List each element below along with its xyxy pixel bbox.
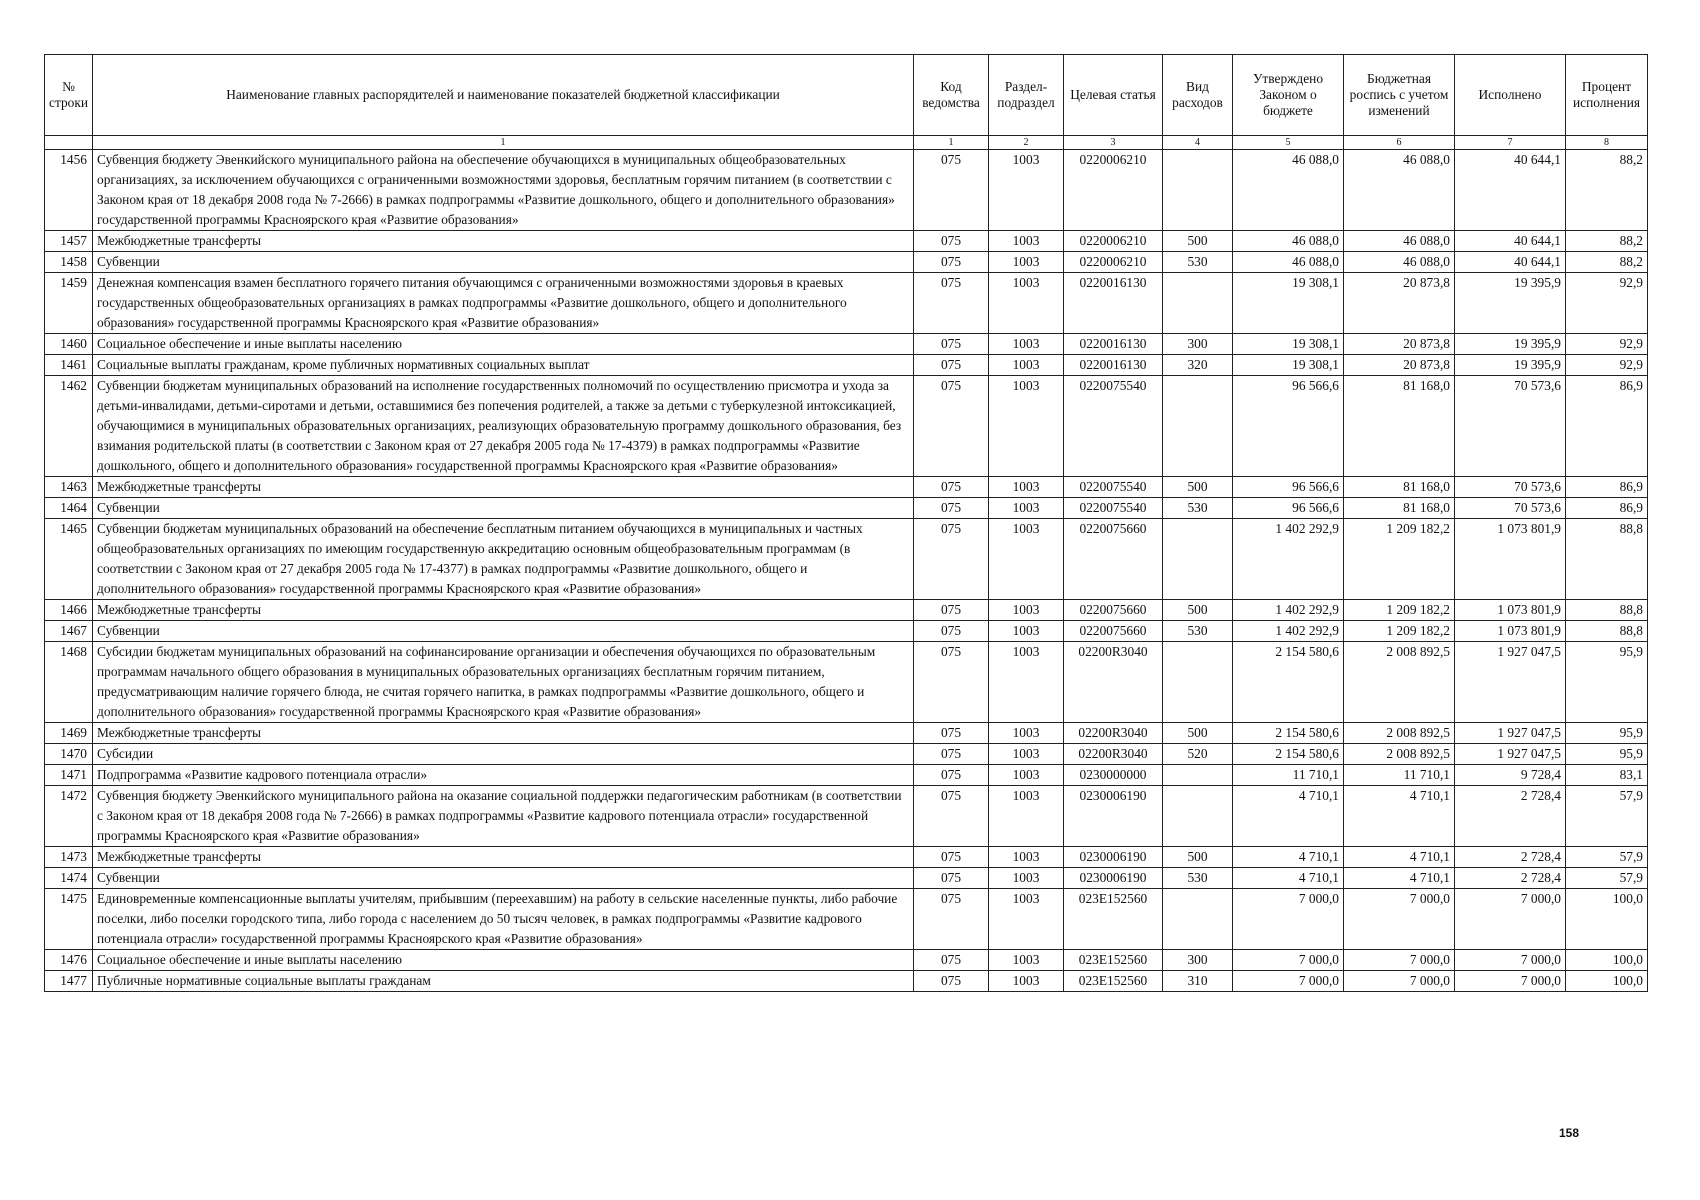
row-section: 1003 (989, 868, 1064, 889)
row-percent: 57,9 (1566, 847, 1648, 868)
row-dept-code: 075 (914, 642, 989, 723)
row-exp-type: 530 (1163, 868, 1233, 889)
row-number: 1474 (45, 868, 93, 889)
row-executed: 19 395,9 (1455, 334, 1566, 355)
row-budget: 46 088,0 (1344, 231, 1455, 252)
row-approved: 7 000,0 (1233, 889, 1344, 950)
row-executed: 40 644,1 (1455, 252, 1566, 273)
row-percent: 57,9 (1566, 786, 1648, 847)
table-row (45, 642, 1648, 723)
column-number: 6 (1344, 136, 1455, 150)
row-number: 1469 (45, 723, 93, 744)
row-exp-type (1163, 376, 1233, 477)
row-exp-type (1163, 889, 1233, 950)
row-exp-type: 300 (1163, 334, 1233, 355)
row-budget: 4 710,1 (1344, 847, 1455, 868)
table-row (45, 150, 1648, 231)
header-row (45, 55, 1648, 136)
table-row (45, 519, 1648, 600)
row-name: Субсидии бюджетам муниципальных образований на софинансирование организации и обеспечения обучающихся по образовательным программам начального общего образования в муниципальных образовательных организациях бесплатным горячим питанием, предусматривающим наличие горячего блюда, не считая горячего напитка, в рамках подпрограммы «Развитие дошкольного, общего и дополнительного образования» государственной программы Красноярского края «Развитие образования» (93, 642, 914, 723)
row-number: 1473 (45, 847, 93, 868)
table-row (45, 744, 1648, 765)
row-budget: 81 168,0 (1344, 477, 1455, 498)
row-number: 1475 (45, 889, 93, 950)
row-executed: 7 000,0 (1455, 971, 1566, 992)
row-approved: 4 710,1 (1233, 847, 1344, 868)
row-name: Субвенции бюджетам муниципальных образований на обеспечение бесплатным питанием обучающихся в муниципальных и частных общеобразовательных организациях по имеющим государственную аккредитацию основным общеобразовательным программам (в соответствии с Законом края от 27 декабря 2005 года № 17-4377) в рамках подпрограммы «Развитие дошкольного, общего и дополнительного образования» государственной программы Красноярского края «Развитие образования» (93, 519, 914, 600)
header-executed: Исполнено (1455, 55, 1566, 136)
row-target: 0220016130 (1064, 334, 1163, 355)
row-budget: 20 873,8 (1344, 334, 1455, 355)
column-number: 1 (914, 136, 989, 150)
row-percent: 95,9 (1566, 642, 1648, 723)
row-budget: 7 000,0 (1344, 950, 1455, 971)
row-number: 1459 (45, 273, 93, 334)
row-executed: 19 395,9 (1455, 355, 1566, 376)
row-target: 0220016130 (1064, 273, 1163, 334)
row-percent: 88,2 (1566, 150, 1648, 231)
row-exp-type: 300 (1163, 950, 1233, 971)
row-name: Социальное обеспечение и иные выплаты населению (93, 334, 914, 355)
row-name: Межбюджетные трансферты (93, 231, 914, 252)
column-number (45, 136, 93, 150)
row-budget: 4 710,1 (1344, 868, 1455, 889)
column-number: 3 (1064, 136, 1163, 150)
header-percent: Процент исполнения (1566, 55, 1648, 136)
row-dept-code: 075 (914, 971, 989, 992)
row-budget: 1 209 182,2 (1344, 519, 1455, 600)
row-approved: 1 402 292,9 (1233, 519, 1344, 600)
row-number: 1465 (45, 519, 93, 600)
row-name: Субвенции (93, 621, 914, 642)
row-target: 0220075660 (1064, 600, 1163, 621)
column-number: 8 (1566, 136, 1648, 150)
row-dept-code: 075 (914, 334, 989, 355)
table-row (45, 723, 1648, 744)
row-approved: 2 154 580,6 (1233, 642, 1344, 723)
row-percent: 88,8 (1566, 519, 1648, 600)
row-executed: 70 573,6 (1455, 477, 1566, 498)
row-target: 0220075660 (1064, 519, 1163, 600)
row-dept-code: 075 (914, 600, 989, 621)
row-percent: 88,2 (1566, 252, 1648, 273)
row-percent: 95,9 (1566, 723, 1648, 744)
row-approved: 19 308,1 (1233, 355, 1344, 376)
row-budget: 7 000,0 (1344, 971, 1455, 992)
table-row (45, 252, 1648, 273)
row-budget: 46 088,0 (1344, 150, 1455, 231)
row-percent: 88,8 (1566, 621, 1648, 642)
row-number: 1471 (45, 765, 93, 786)
row-percent: 100,0 (1566, 950, 1648, 971)
row-number: 1476 (45, 950, 93, 971)
row-approved: 11 710,1 (1233, 765, 1344, 786)
row-exp-type (1163, 765, 1233, 786)
header-section: Раздел-подраздел (989, 55, 1064, 136)
table-row (45, 765, 1648, 786)
row-section: 1003 (989, 950, 1064, 971)
row-exp-type (1163, 786, 1233, 847)
row-section: 1003 (989, 642, 1064, 723)
row-number: 1460 (45, 334, 93, 355)
row-dept-code: 075 (914, 252, 989, 273)
row-executed: 1 073 801,9 (1455, 621, 1566, 642)
row-exp-type: 530 (1163, 621, 1233, 642)
row-section: 1003 (989, 889, 1064, 950)
row-name: Субвенция бюджету Эвенкийского муниципального района на обеспечение обучающихся в муниципальных общеобразовательных организациях, за исключением обучающихся с ограниченными возможностями здоровья, бесплатным горячим питанием (в соответствии с Законом края от 18 декабря 2008 года № 7-2666) в рамках подпрограммы «Развитие дошкольного, общего и дополнительного образования» государственной программы Красноярского края «Развитие образования» (93, 150, 914, 231)
table-row (45, 355, 1648, 376)
row-target: 02200R3040 (1064, 744, 1163, 765)
row-approved: 1 402 292,9 (1233, 621, 1344, 642)
row-section: 1003 (989, 519, 1064, 600)
table-row (45, 477, 1648, 498)
row-name: Межбюджетные трансферты (93, 847, 914, 868)
row-percent: 88,8 (1566, 600, 1648, 621)
row-budget: 2 008 892,5 (1344, 642, 1455, 723)
column-number-row (45, 136, 1648, 150)
row-target: 0230006190 (1064, 868, 1163, 889)
row-approved: 2 154 580,6 (1233, 744, 1344, 765)
row-target: 023E152560 (1064, 950, 1163, 971)
row-name: Субсидии (93, 744, 914, 765)
row-percent: 88,2 (1566, 231, 1648, 252)
row-exp-type: 530 (1163, 498, 1233, 519)
row-section: 1003 (989, 600, 1064, 621)
row-target: 0220006210 (1064, 150, 1163, 231)
row-exp-type (1163, 273, 1233, 334)
column-number: 7 (1455, 136, 1566, 150)
row-target: 0220075540 (1064, 477, 1163, 498)
row-name: Межбюджетные трансферты (93, 723, 914, 744)
column-number: 4 (1163, 136, 1233, 150)
row-exp-type: 310 (1163, 971, 1233, 992)
row-percent: 86,9 (1566, 498, 1648, 519)
page-number: 158 (1559, 1126, 1580, 1140)
row-number: 1458 (45, 252, 93, 273)
row-approved: 19 308,1 (1233, 334, 1344, 355)
row-executed: 70 573,6 (1455, 376, 1566, 477)
row-percent: 83,1 (1566, 765, 1648, 786)
row-number: 1467 (45, 621, 93, 642)
row-approved: 96 566,6 (1233, 477, 1344, 498)
row-dept-code: 075 (914, 744, 989, 765)
row-percent: 100,0 (1566, 889, 1648, 950)
row-executed: 2 728,4 (1455, 847, 1566, 868)
row-approved: 96 566,6 (1233, 376, 1344, 477)
row-dept-code: 075 (914, 889, 989, 950)
table-row (45, 786, 1648, 847)
row-executed: 40 644,1 (1455, 150, 1566, 231)
row-section: 1003 (989, 355, 1064, 376)
row-approved: 4 710,1 (1233, 786, 1344, 847)
row-section: 1003 (989, 231, 1064, 252)
row-name: Субвенции бюджетам муниципальных образований на исполнение государственных полномочий по осуществлению присмотра и ухода за детьми-инвалидами, детьми-сиротами и детьми, оставшимися без попечения родителей, а также за детьми с туберкулезной интоксикацией, обучающимися в муниципальных образовательных организациях, реализующих образовательную программу дошкольного образования, без взимания родительской платы (в соответствии с Законом края от 27 декабря 2005 года № 17-4379) в рамках подпрограммы «Развитие дошкольного, общего и дополнительного образования» государственной программы Красноярского края «Развитие образования» (93, 376, 914, 477)
row-percent: 92,9 (1566, 334, 1648, 355)
row-percent: 95,9 (1566, 744, 1648, 765)
row-approved: 46 088,0 (1233, 231, 1344, 252)
row-target: 0220075660 (1064, 621, 1163, 642)
row-approved: 19 308,1 (1233, 273, 1344, 334)
row-executed: 7 000,0 (1455, 889, 1566, 950)
row-number: 1462 (45, 376, 93, 477)
row-executed: 7 000,0 (1455, 950, 1566, 971)
table-row (45, 847, 1648, 868)
table-row (45, 971, 1648, 992)
row-dept-code: 075 (914, 786, 989, 847)
header-target: Целевая статья (1064, 55, 1163, 136)
row-name: Социальное обеспечение и иные выплаты населению (93, 950, 914, 971)
row-percent: 100,0 (1566, 971, 1648, 992)
table-row (45, 376, 1648, 477)
row-section: 1003 (989, 150, 1064, 231)
column-number: 5 (1233, 136, 1344, 150)
table-row (45, 273, 1648, 334)
row-target: 023E152560 (1064, 971, 1163, 992)
row-executed: 9 728,4 (1455, 765, 1566, 786)
row-percent: 86,9 (1566, 477, 1648, 498)
row-name: Межбюджетные трансферты (93, 477, 914, 498)
header-name: Наименование главных распорядителей и наименование показателей бюджетной классификации (93, 55, 914, 136)
row-name: Межбюджетные трансферты (93, 600, 914, 621)
row-budget: 1 209 182,2 (1344, 621, 1455, 642)
row-section: 1003 (989, 273, 1064, 334)
row-target: 0230006190 (1064, 786, 1163, 847)
row-exp-type: 530 (1163, 252, 1233, 273)
row-budget: 81 168,0 (1344, 498, 1455, 519)
row-percent: 92,9 (1566, 355, 1648, 376)
row-dept-code: 075 (914, 376, 989, 477)
table-row (45, 950, 1648, 971)
row-approved: 46 088,0 (1233, 252, 1344, 273)
row-exp-type: 500 (1163, 231, 1233, 252)
row-approved: 1 402 292,9 (1233, 600, 1344, 621)
row-section: 1003 (989, 498, 1064, 519)
row-budget: 11 710,1 (1344, 765, 1455, 786)
row-exp-type (1163, 642, 1233, 723)
header-exp-type: Вид расходов (1163, 55, 1233, 136)
row-number: 1468 (45, 642, 93, 723)
row-executed: 1 073 801,9 (1455, 519, 1566, 600)
column-number: 2 (989, 136, 1064, 150)
row-target: 023E152560 (1064, 889, 1163, 950)
budget-report-sheet (44, 54, 1647, 992)
row-target: 02200R3040 (1064, 723, 1163, 744)
row-budget: 81 168,0 (1344, 376, 1455, 477)
row-target: 02200R3040 (1064, 642, 1163, 723)
row-dept-code: 075 (914, 355, 989, 376)
row-section: 1003 (989, 376, 1064, 477)
row-number: 1456 (45, 150, 93, 231)
row-executed: 1 927 047,5 (1455, 723, 1566, 744)
row-dept-code: 075 (914, 723, 989, 744)
row-target: 0220006210 (1064, 252, 1163, 273)
table-row (45, 889, 1648, 950)
table-row (45, 231, 1648, 252)
row-budget: 2 008 892,5 (1344, 723, 1455, 744)
row-number: 1457 (45, 231, 93, 252)
row-dept-code: 075 (914, 868, 989, 889)
row-percent: 86,9 (1566, 376, 1648, 477)
row-approved: 96 566,6 (1233, 498, 1344, 519)
row-number: 1461 (45, 355, 93, 376)
row-executed: 70 573,6 (1455, 498, 1566, 519)
table-body (45, 150, 1648, 992)
column-number: 1 (93, 136, 914, 150)
row-budget: 1 209 182,2 (1344, 600, 1455, 621)
row-name: Субвенции (93, 498, 914, 519)
row-number: 1464 (45, 498, 93, 519)
row-approved: 7 000,0 (1233, 950, 1344, 971)
row-section: 1003 (989, 477, 1064, 498)
row-budget: 20 873,8 (1344, 273, 1455, 334)
row-name: Социальные выплаты гражданам, кроме публичных нормативных социальных выплат (93, 355, 914, 376)
row-dept-code: 075 (914, 847, 989, 868)
row-exp-type: 500 (1163, 477, 1233, 498)
row-section: 1003 (989, 765, 1064, 786)
table-row (45, 621, 1648, 642)
row-number: 1477 (45, 971, 93, 992)
row-executed: 2 728,4 (1455, 868, 1566, 889)
row-budget: 7 000,0 (1344, 889, 1455, 950)
row-executed: 2 728,4 (1455, 786, 1566, 847)
row-section: 1003 (989, 744, 1064, 765)
row-section: 1003 (989, 252, 1064, 273)
table-row (45, 868, 1648, 889)
row-approved: 7 000,0 (1233, 971, 1344, 992)
row-section: 1003 (989, 723, 1064, 744)
header-row-no: № строки (45, 55, 93, 136)
row-section: 1003 (989, 847, 1064, 868)
budget-table (44, 54, 1648, 992)
header-budget-list: Бюджетная роспись с учетом изменений (1344, 55, 1455, 136)
table-row (45, 334, 1648, 355)
row-section: 1003 (989, 971, 1064, 992)
row-name: Субвенции (93, 868, 914, 889)
row-target: 0220075540 (1064, 376, 1163, 477)
row-exp-type (1163, 150, 1233, 231)
row-target: 0230000000 (1064, 765, 1163, 786)
row-target: 0220075540 (1064, 498, 1163, 519)
row-executed: 19 395,9 (1455, 273, 1566, 334)
row-exp-type: 500 (1163, 847, 1233, 868)
row-section: 1003 (989, 334, 1064, 355)
row-executed: 1 927 047,5 (1455, 744, 1566, 765)
row-exp-type (1163, 519, 1233, 600)
row-dept-code: 075 (914, 231, 989, 252)
row-approved: 46 088,0 (1233, 150, 1344, 231)
row-number: 1463 (45, 477, 93, 498)
row-dept-code: 075 (914, 765, 989, 786)
row-approved: 4 710,1 (1233, 868, 1344, 889)
row-budget: 20 873,8 (1344, 355, 1455, 376)
row-name: Субвенции (93, 252, 914, 273)
row-executed: 40 644,1 (1455, 231, 1566, 252)
header-approved: Утверждено Законом о бюджете (1233, 55, 1344, 136)
row-percent: 92,9 (1566, 273, 1648, 334)
row-section: 1003 (989, 621, 1064, 642)
table-row (45, 498, 1648, 519)
row-exp-type: 500 (1163, 723, 1233, 744)
row-budget: 46 088,0 (1344, 252, 1455, 273)
row-budget: 4 710,1 (1344, 786, 1455, 847)
table-row (45, 600, 1648, 621)
row-executed: 1 073 801,9 (1455, 600, 1566, 621)
row-approved: 2 154 580,6 (1233, 723, 1344, 744)
row-dept-code: 075 (914, 273, 989, 334)
row-name: Денежная компенсация взамен бесплатного горячего питания обучающимся с ограниченными возможностями здоровья в краевых государственных общеобразовательных организациях в рамках подпрограммы «Развитие дошкольного, общего и дополнительного образования» государственной программы Красноярского края «Развитие образования» (93, 273, 914, 334)
row-dept-code: 075 (914, 519, 989, 600)
row-target: 0230006190 (1064, 847, 1163, 868)
row-dept-code: 075 (914, 950, 989, 971)
row-name: Подпрограмма «Развитие кадрового потенциала отрасли» (93, 765, 914, 786)
row-dept-code: 075 (914, 621, 989, 642)
row-section: 1003 (989, 786, 1064, 847)
row-number: 1472 (45, 786, 93, 847)
row-name: Публичные нормативные социальные выплаты гражданам (93, 971, 914, 992)
row-target: 0220006210 (1064, 231, 1163, 252)
row-number: 1470 (45, 744, 93, 765)
row-percent: 57,9 (1566, 868, 1648, 889)
row-exp-type: 500 (1163, 600, 1233, 621)
row-dept-code: 075 (914, 498, 989, 519)
row-executed: 1 927 047,5 (1455, 642, 1566, 723)
row-exp-type: 520 (1163, 744, 1233, 765)
header-dept-code: Код ведомства (914, 55, 989, 136)
row-target: 0220016130 (1064, 355, 1163, 376)
row-name: Субвенция бюджету Эвенкийского муниципального района на оказание социальной поддержки педагогическим работникам (в соответствии с Законом края от 18 декабря 2008 года № 7-2666) в рамках подпрограммы «Развитие кадрового потенциала отрасли» государственной программы Красноярского края «Развитие образования» (93, 786, 914, 847)
row-budget: 2 008 892,5 (1344, 744, 1455, 765)
row-dept-code: 075 (914, 150, 989, 231)
row-exp-type: 320 (1163, 355, 1233, 376)
row-number: 1466 (45, 600, 93, 621)
row-name: Единовременные компенсационные выплаты учителям, прибывшим (переехавшим) на работу в сельские населенные пункты, либо рабочие поселки, либо поселки городского типа, либо города с населением до 50 тысяч человек, в рамках подпрограммы «Развитие кадрового потенциала отрасли» государственной программы Красноярского края «Развитие образования» (93, 889, 914, 950)
row-dept-code: 075 (914, 477, 989, 498)
